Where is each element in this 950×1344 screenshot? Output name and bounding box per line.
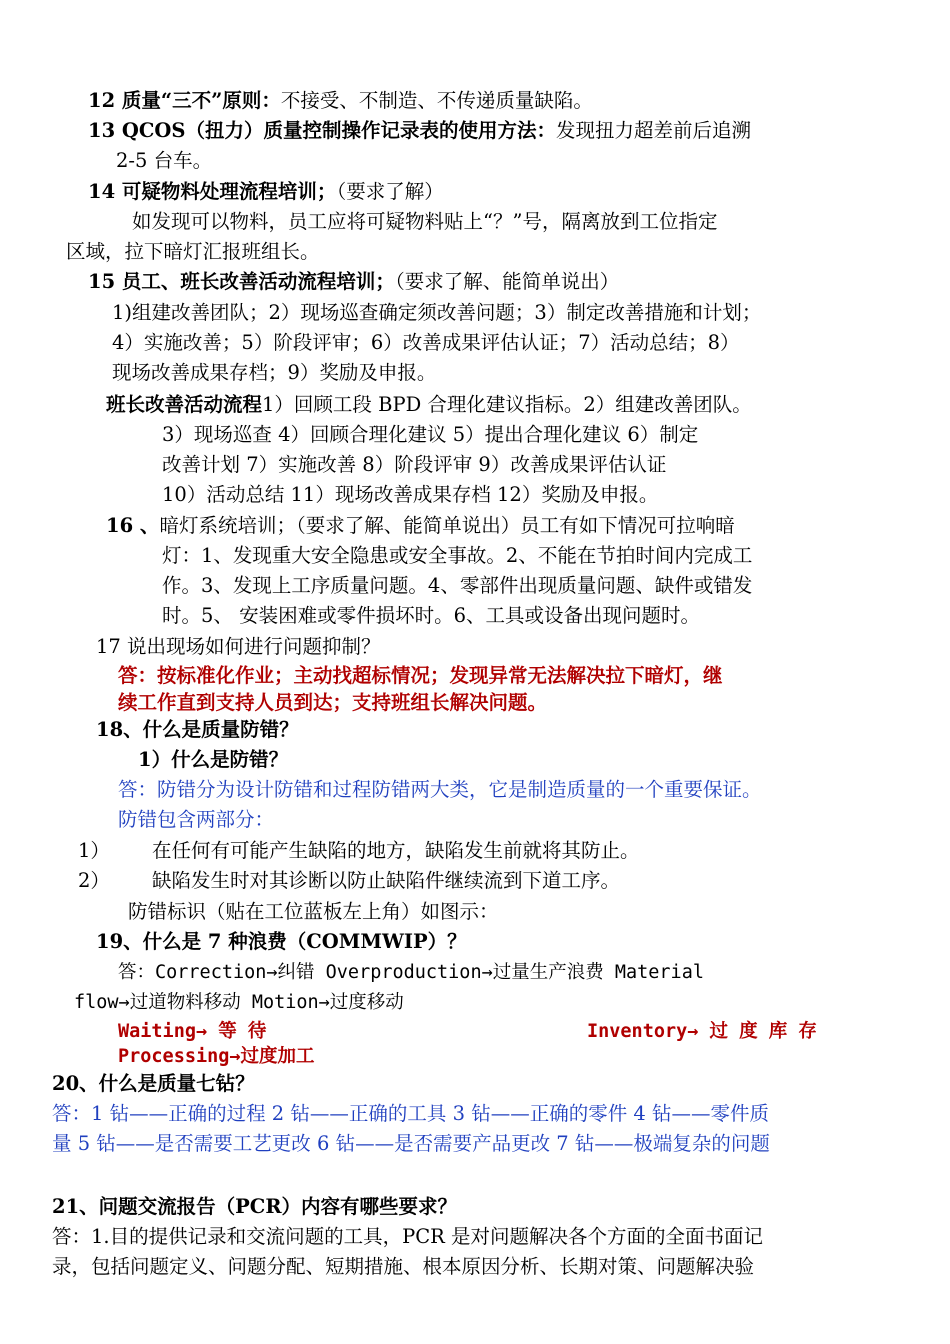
item-18-question: 18、什么是质量防错？: [96, 718, 299, 741]
item-13-continuation: 2-5 台车。: [116, 149, 213, 172]
item-15-step-1: 1)组建改善团队；2）现场巡查确定须改善问题；3）制定改善措施和计划；: [112, 301, 762, 324]
item-18-point-1-text: 在任何有可能产生缺陷的地方，缺陷发生前就将其防止。: [152, 839, 640, 862]
item-18-point-2-number: 2）: [78, 869, 110, 892]
item-21-answer-1: 答：1.目的提供记录和交流问题的工具，PCR 是对问题解决各个方面的全面书面记: [52, 1225, 764, 1248]
item-16-line-3: 作。3、发现上工序质量问题。4、零部件出现质量问题、缺件或错发: [162, 574, 753, 597]
item-20-answer-1: 答：1 钻——正确的过程 2 钻——正确的工具 3 钻——正确的零件 4 钻——零件质: [52, 1102, 770, 1125]
item-18-answer-1: 答：防错分为设计防错和过程防错两大类，它是制造质量的一个重要保证。: [118, 778, 762, 801]
item-21-answer-2: 录，包括问题定义、问题分配、短期措施、根本原因分析、长期对策、问题解决验: [52, 1255, 755, 1278]
item-14-text: （要求了解）: [336, 180, 444, 203]
item-14: [88, 177, 444, 207]
item-19-waiting: Waiting→ 等 待: [118, 1021, 267, 1042]
item-16-line-4: 时。5、 安装困难或零件损坏时。6、工具或设备出现问题时。: [162, 604, 701, 627]
item-13-text: 发现扭力超差前后追溯: [556, 119, 752, 142]
team-leader-flow-heading: 班长改善活动流程: [106, 393, 263, 416]
item-19-inventory: Inventory→ 过 度 库 存: [587, 1021, 817, 1042]
item-15-step-3: 现场改善成果存档；9）奖励及申报。: [112, 361, 437, 384]
item-17-answer-1: 答：按标准化作业；主动找超标情况；发现异常无法解决拉下暗灯，继: [118, 664, 723, 687]
item-18-subquestion: 1）什么是防错？: [138, 748, 289, 771]
item-16: [106, 511, 735, 541]
item-15-heading: 15 员工、班长改善活动流程培训；: [88, 270, 395, 293]
item-12-text: 不接受、不制造、不传递质量缺陷。: [280, 89, 593, 112]
item-16-number: 16 、: [106, 514, 160, 537]
item-17-question: 17 说出现场如何进行问题抑制？: [96, 635, 381, 658]
item-19-answer-2: flow→过道物料移动 Motion→过度移动: [74, 992, 404, 1013]
item-20-question: 20、什么是质量七钻？: [52, 1072, 255, 1095]
item-15-text: （要求了解、能简单说出）: [394, 270, 620, 293]
item-18-point-1-number: 1）: [78, 839, 110, 862]
item-19-processing: Processing→过度加工: [118, 1046, 315, 1067]
item-15-step-2: 4）实施改善；5）阶段评审；6）改善成果评估认证；7）活动总结；8）: [112, 331, 740, 354]
item-18-point-2-text: 缺陷发生时对其诊断以防止缺陷件继续流到下道工序。: [152, 869, 621, 892]
item-17-answer-2: 续工作直到支持人员到达；支持班组长解决问题。: [118, 691, 548, 714]
team-leader-flow: [106, 390, 752, 420]
item-19-answer-1: 答：Correction→纠错 Overproduction→过量生产浪费 Material: [118, 962, 704, 983]
item-13: [88, 116, 751, 146]
team-leader-flow-line-3: 10）活动总结 11）现场改善成果存档 12）奖励及申报。: [162, 483, 659, 506]
item-12-heading: 12 质量“三不”原则：: [88, 89, 281, 112]
item-14-heading: 14 可疑物料处理流程培训；: [88, 180, 337, 203]
item-12: [88, 86, 593, 116]
item-18-mark-note: 防错标识（贴在工位蓝板左上角）如图示：: [128, 900, 499, 923]
item-13-heading: 13 QCOS（扭力）质量控制操作记录表的使用方法：: [88, 119, 557, 142]
item-18-point-1: [78, 836, 640, 866]
item-14-para-1: 如发现可以物料，员工应将可疑物料贴上“？”号，隔离放到工位指定: [132, 210, 718, 233]
item-16-text: 暗灯系统培训；（要求了解、能简单说出）员工有如下情况可拉响暗: [159, 514, 735, 537]
team-leader-flow-text: 1）回顾工段 BPD 合理化建议指标。2）组建改善团队。: [262, 393, 752, 416]
item-20-answer-2: 量 5 钻——是否需要工艺更改 6 钻——是否需要产品更改 7 钻——极端复杂的问题: [52, 1132, 770, 1155]
item-18-answer-2: 防错包含两部分：: [118, 808, 275, 831]
item-16-line-2: 灯：1、发现重大安全隐患或安全事故。2、不能在节拍时间内完成工: [162, 544, 753, 567]
item-21-question: 21、问题交流报告（PCR）内容有哪些要求？: [52, 1195, 458, 1218]
item-19-question: 19、什么是 7 种浪费（COMMWIP）？: [96, 930, 467, 953]
team-leader-flow-line-2: 改善计划 7）实施改善 8）阶段评审 9）改善成果评估认证: [162, 453, 667, 476]
item-15: [88, 267, 619, 297]
item-18-point-2: [78, 866, 620, 896]
team-leader-flow-line-1: 3）现场巡查 4）回顾合理化建议 5）提出合理化建议 6）制定: [162, 423, 699, 446]
item-14-para-2: 区域，拉下暗灯汇报班组长。: [66, 240, 320, 263]
